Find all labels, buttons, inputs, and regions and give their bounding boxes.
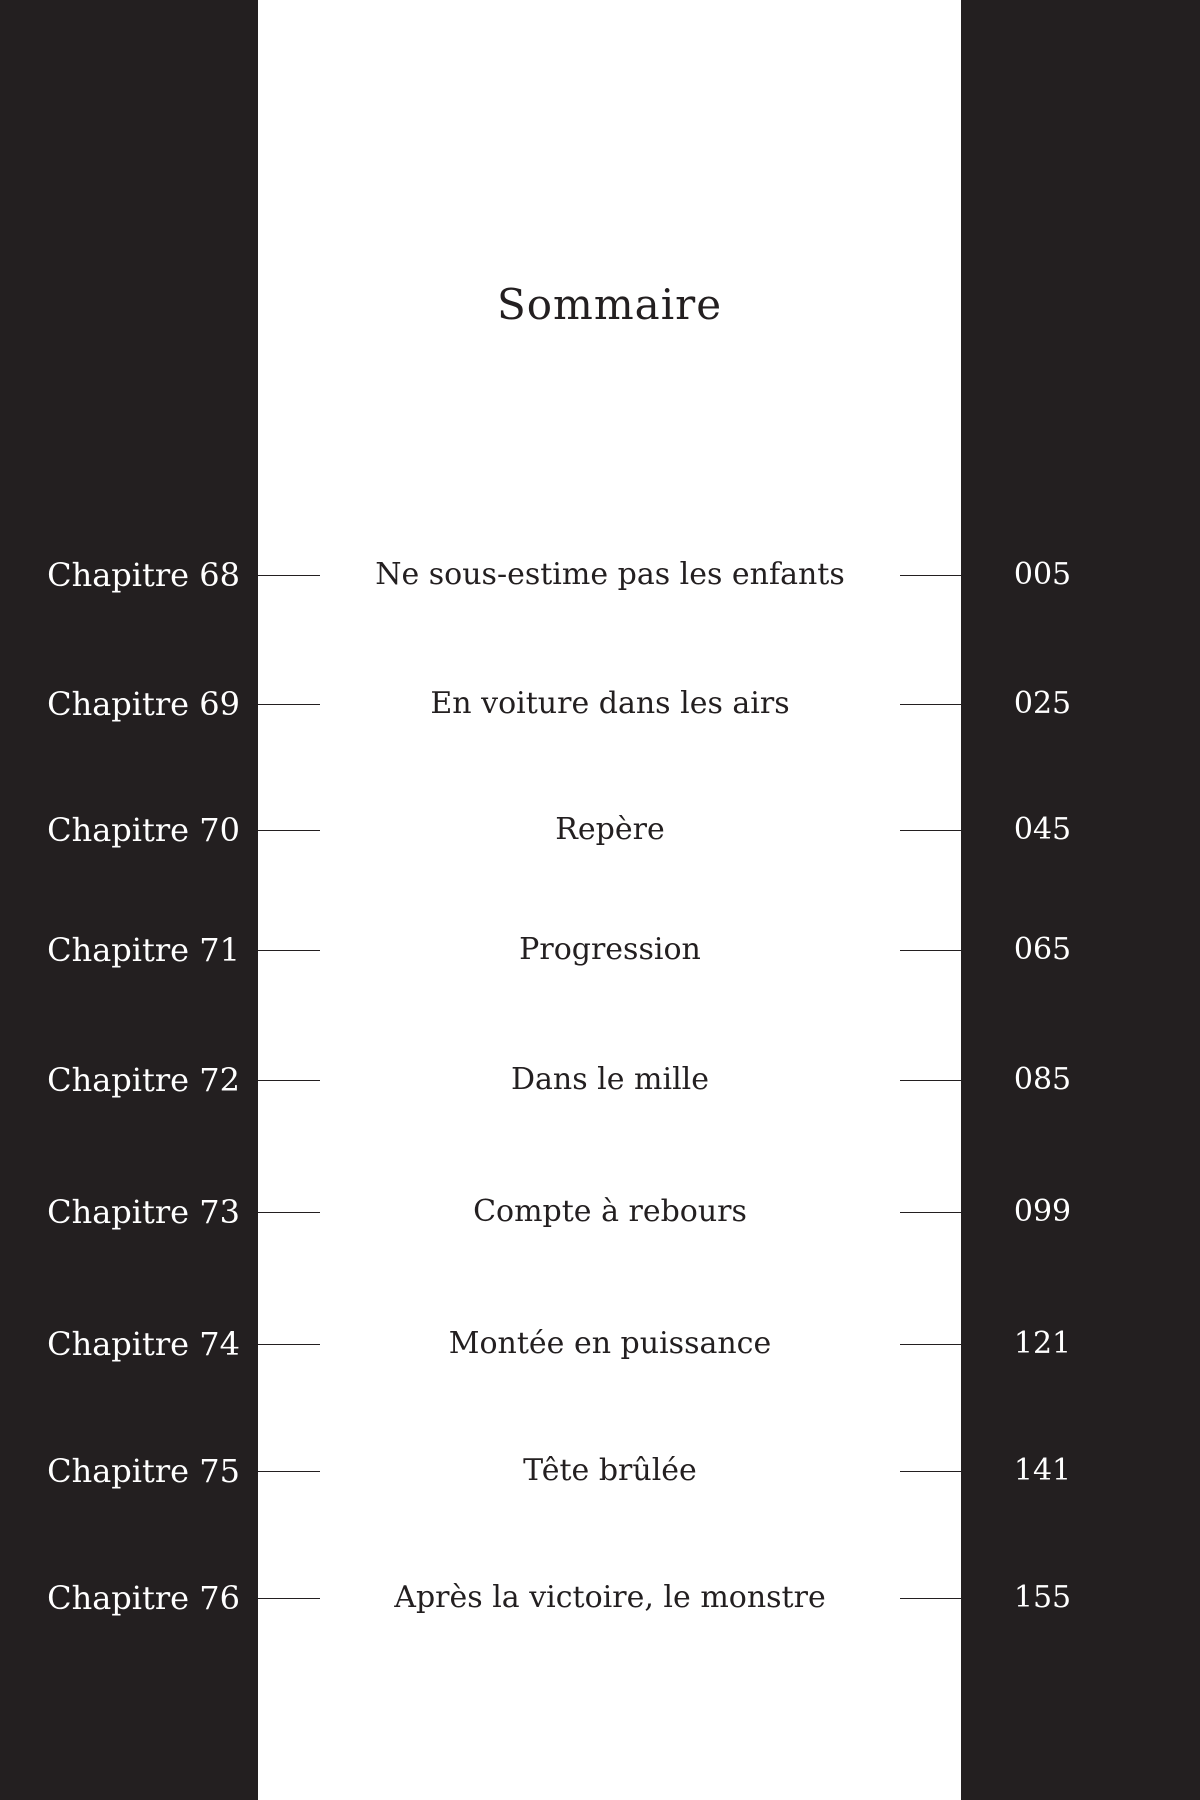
chapter-title: Montée en puissance [448, 1326, 772, 1361]
chapter-number: Chapitre 76 [47, 1579, 240, 1617]
leader-line-right [900, 950, 961, 951]
page-number: 065 [1013, 932, 1072, 967]
chapter-title: Progression [519, 932, 701, 967]
toc-row [0, 920, 1200, 980]
leader-line-right [900, 1471, 961, 1472]
toc-row [0, 1314, 1200, 1374]
toc-row [0, 1182, 1200, 1242]
page-number: 121 [1013, 1326, 1072, 1361]
chapter-title: Dans le mille [510, 1062, 710, 1097]
page-title: Sommaire [496, 280, 723, 329]
page-number: 085 [1013, 1062, 1072, 1097]
left-dark-band [0, 0, 258, 1800]
chapter-number: Chapitre 73 [47, 1193, 240, 1231]
page-number: 005 [1013, 557, 1072, 592]
leader-line-right [900, 1344, 961, 1345]
chapter-number: Chapitre 74 [47, 1325, 240, 1363]
toc-row [0, 1568, 1200, 1628]
toc-row [0, 1050, 1200, 1110]
leader-line-left [258, 1212, 320, 1213]
leader-line-left [258, 704, 320, 705]
leader-line-left [258, 1471, 320, 1472]
right-dark-band [961, 0, 1200, 1800]
leader-line-left [258, 575, 320, 576]
chapter-number: Chapitre 75 [47, 1452, 240, 1490]
page-number: 025 [1013, 686, 1072, 721]
leader-line-left [258, 1598, 320, 1599]
leader-line-left [258, 1344, 320, 1345]
toc-row [0, 674, 1200, 734]
leader-line-right [900, 1212, 961, 1213]
leader-line-right [900, 1598, 961, 1599]
toc-row [0, 545, 1200, 605]
chapter-number: Chapitre 69 [47, 685, 240, 723]
chapter-title: Après la victoire, le monstre [394, 1580, 826, 1615]
chapter-title: Ne sous-estime pas les enfants [375, 557, 845, 592]
chapter-number: Chapitre 72 [47, 1061, 240, 1099]
chapter-number: Chapitre 71 [47, 931, 240, 969]
chapter-title: Compte à rebours [473, 1194, 747, 1229]
leader-line-left [258, 950, 320, 951]
chapter-title: Tête brûlée [523, 1453, 697, 1488]
page-number: 099 [1013, 1194, 1072, 1229]
leader-line-right [900, 1080, 961, 1081]
leader-line-right [900, 704, 961, 705]
toc-row [0, 800, 1200, 860]
leader-line-left [258, 830, 320, 831]
page-number: 045 [1013, 812, 1072, 847]
leader-line-right [900, 830, 961, 831]
chapter-number: Chapitre 68 [47, 556, 240, 594]
toc-row [0, 1441, 1200, 1501]
leader-line-right [900, 575, 961, 576]
leader-line-left [258, 1080, 320, 1081]
page-number: 155 [1013, 1580, 1072, 1615]
chapter-title: En voiture dans les airs [430, 686, 790, 721]
chapter-title: Repère [555, 812, 665, 847]
chapter-number: Chapitre 70 [47, 811, 240, 849]
page-number: 141 [1013, 1453, 1072, 1488]
